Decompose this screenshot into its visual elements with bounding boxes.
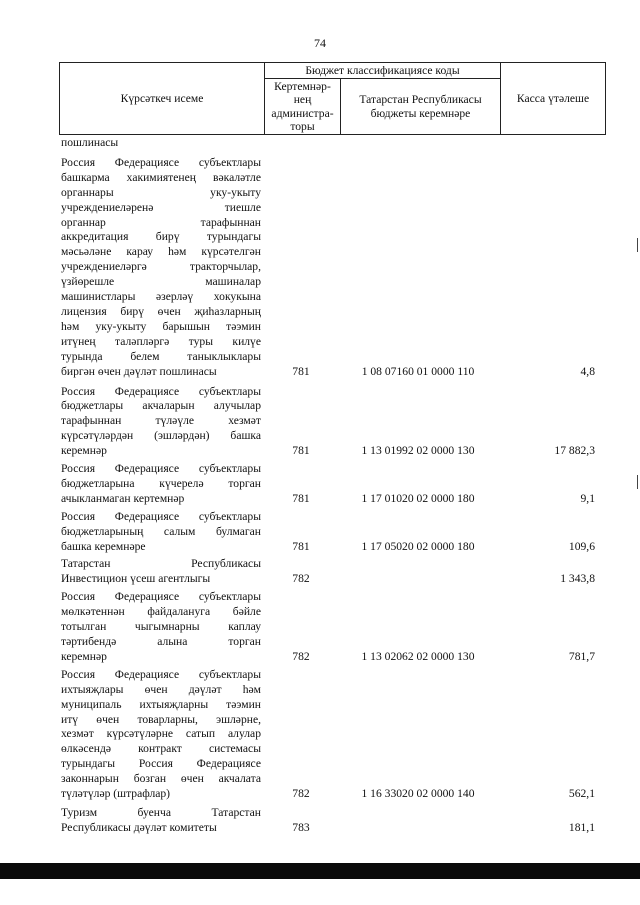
row-admin-code: 781: [292, 491, 310, 505]
indicator-line: пошлинасы: [61, 136, 119, 149]
row-admin-code: 782: [292, 572, 310, 586]
table-row: [59, 806, 605, 836]
table-row: [59, 557, 605, 587]
indicator-line: биргән өчен дәүләт пошлинасы: [61, 364, 217, 378]
indicator-line: тотылган чыгымнарны каплау: [61, 620, 261, 634]
row-indicator-name: [59, 510, 261, 555]
row-budget-code: 1 13 02062 02 0000 130: [361, 649, 475, 663]
table-row: [59, 136, 605, 151]
indicator-line: Россия Федерациясе субъектлары: [61, 590, 261, 604]
indicator-line: ачыкланмаган кертемнәр: [61, 491, 185, 505]
row-admin-code: 782: [292, 649, 310, 663]
indicator-line: бюджетларының салым булмаган: [61, 524, 261, 538]
row-indicator-name: [59, 136, 261, 151]
header-cash-column: Касса үтәлеше: [501, 63, 606, 135]
indicator-line: органнар тарафыннан: [61, 215, 261, 229]
row-cash-value: 1 343,8: [560, 572, 595, 586]
indicator-line: Россия Федерациясе субъектлары: [61, 509, 261, 523]
table-row: [59, 385, 605, 460]
row-cash-value: 109,6: [568, 539, 595, 553]
indicator-line: мәсьәләне карау һәм күрсәтелгән: [61, 245, 261, 259]
table-row: [59, 462, 605, 507]
row-indicator-name: [59, 462, 261, 507]
indicator-line: турындагы Россия Федерациясе: [61, 757, 261, 771]
page-number: 74: [314, 36, 326, 50]
table-row: [59, 590, 605, 665]
indicator-line: Республикасы дәүләт комитеты: [61, 820, 217, 834]
row-budget-code: 1 08 07160 01 0000 110: [361, 364, 475, 378]
header-name-column: Күрсәткеч исеме: [60, 63, 265, 135]
row-indicator-name: [59, 557, 261, 587]
row-admin-code: 782: [292, 787, 310, 801]
indicator-line: үзйөрешле машиналар: [61, 275, 261, 289]
indicator-line: керемнәр: [61, 649, 107, 663]
indicator-line: мөлкәтеннән файдалануга бәйле: [61, 605, 261, 619]
indicator-line: Инвестицион үсеш агентлыгы: [61, 572, 211, 586]
scan-border: [0, 863, 640, 879]
indicator-line: органнары уку-укыту: [61, 185, 261, 199]
row-indicator-name: [59, 385, 261, 460]
indicator-line: тәртибендә алына торган: [61, 635, 261, 648]
row-admin-code: 781: [292, 444, 310, 458]
row-indicator-name: [59, 668, 261, 802]
scan-mark: [637, 238, 638, 252]
row-cash-value: 181,1: [568, 820, 595, 834]
indicator-line: һәм уку-укыту барышын тәэмин: [61, 319, 261, 333]
row-budget-code: 1 17 05020 02 0000 180: [361, 539, 475, 553]
indicator-line: Россия Федерациясе субъектлары: [61, 462, 261, 476]
header-code-column: Татарстан Республикасы бюджеты керемнәре: [341, 79, 501, 135]
row-indicator-name: [59, 806, 261, 836]
scan-mark: [637, 475, 638, 489]
row-cash-value: 4,8: [580, 364, 595, 378]
header-budget-group: Бюджет классификациясе коды: [265, 63, 501, 79]
indicator-line: Россия Федерациясе субъектлары: [61, 667, 261, 681]
indicator-line: законнарын бозган өчен акчалата: [61, 772, 261, 786]
indicator-line: хезмәт күрсәтүләрне сатып алулар: [61, 727, 261, 741]
indicator-line: муниципаль ихтыяҗларны тәэмин: [61, 697, 261, 711]
header-admin-column: Кертемнәр-нең администра-торы: [265, 79, 341, 135]
row-indicator-name: [59, 156, 261, 380]
row-admin-code: 781: [292, 364, 310, 378]
indicator-line: бюджетлары акчаларын алучылар: [61, 399, 261, 413]
indicator-line: бюджетларына күчерелә торган: [61, 476, 261, 490]
row-indicator-name: [59, 590, 261, 665]
row-admin-code: 783: [292, 820, 310, 834]
indicator-line: Туризм буенча Татарстан: [61, 805, 261, 819]
indicator-line: башкарма хакимиятенең вәкаләтле: [61, 170, 261, 184]
table-header: [59, 62, 606, 135]
indicator-line: учреждениеләренә тиешле: [61, 200, 261, 214]
indicator-line: күрсәтүләрдән (эшләрдән) башка: [61, 429, 261, 443]
row-budget-code: 1 13 01992 02 0000 130: [361, 444, 475, 458]
row-budget-code: 1 16 33020 02 0000 140: [361, 787, 475, 801]
indicator-line: машинистлары әзерләү хокукына: [61, 290, 261, 304]
indicator-line: итүнең таләпләргә туры килүе: [61, 334, 261, 348]
indicator-line: турында белем таныклыклары: [61, 349, 261, 363]
table-row: [59, 510, 605, 555]
row-cash-value: 781,7: [568, 649, 595, 663]
indicator-line: Россия Федерациясе субъектлары: [61, 384, 261, 398]
row-cash-value: 17 882,3: [554, 444, 595, 458]
indicator-line: аккредитация бирү турындагы: [61, 230, 261, 244]
indicator-line: итү өчен товарларны, эшләрне,: [61, 712, 261, 726]
indicator-line: тарафыннан түләүле хезмәт: [61, 414, 261, 428]
indicator-line: Россия Федерациясе субъектлары: [61, 155, 261, 169]
table-body: [59, 136, 605, 839]
indicator-line: башка керемнәре: [61, 539, 146, 553]
row-admin-code: 781: [292, 539, 310, 553]
indicator-line: лицензия бирү өчен җиһазларның: [61, 304, 261, 318]
indicator-line: учреждениеләргә тракторчылар,: [61, 260, 261, 274]
table-row: [59, 668, 605, 802]
indicator-line: түләтүләр (штрафлар): [61, 787, 171, 801]
table-row: [59, 156, 605, 380]
row-budget-code: 1 17 01020 02 0000 180: [361, 491, 475, 505]
indicator-line: өлкәсендә контракт системасы: [61, 742, 261, 756]
indicator-line: Татарстан Республикасы: [61, 557, 261, 571]
indicator-line: керемнәр: [61, 444, 107, 458]
row-cash-value: 9,1: [580, 491, 595, 505]
row-cash-value: 562,1: [568, 787, 595, 801]
indicator-line: ихтыяҗлары өчен дәүләт һәм: [61, 682, 261, 696]
